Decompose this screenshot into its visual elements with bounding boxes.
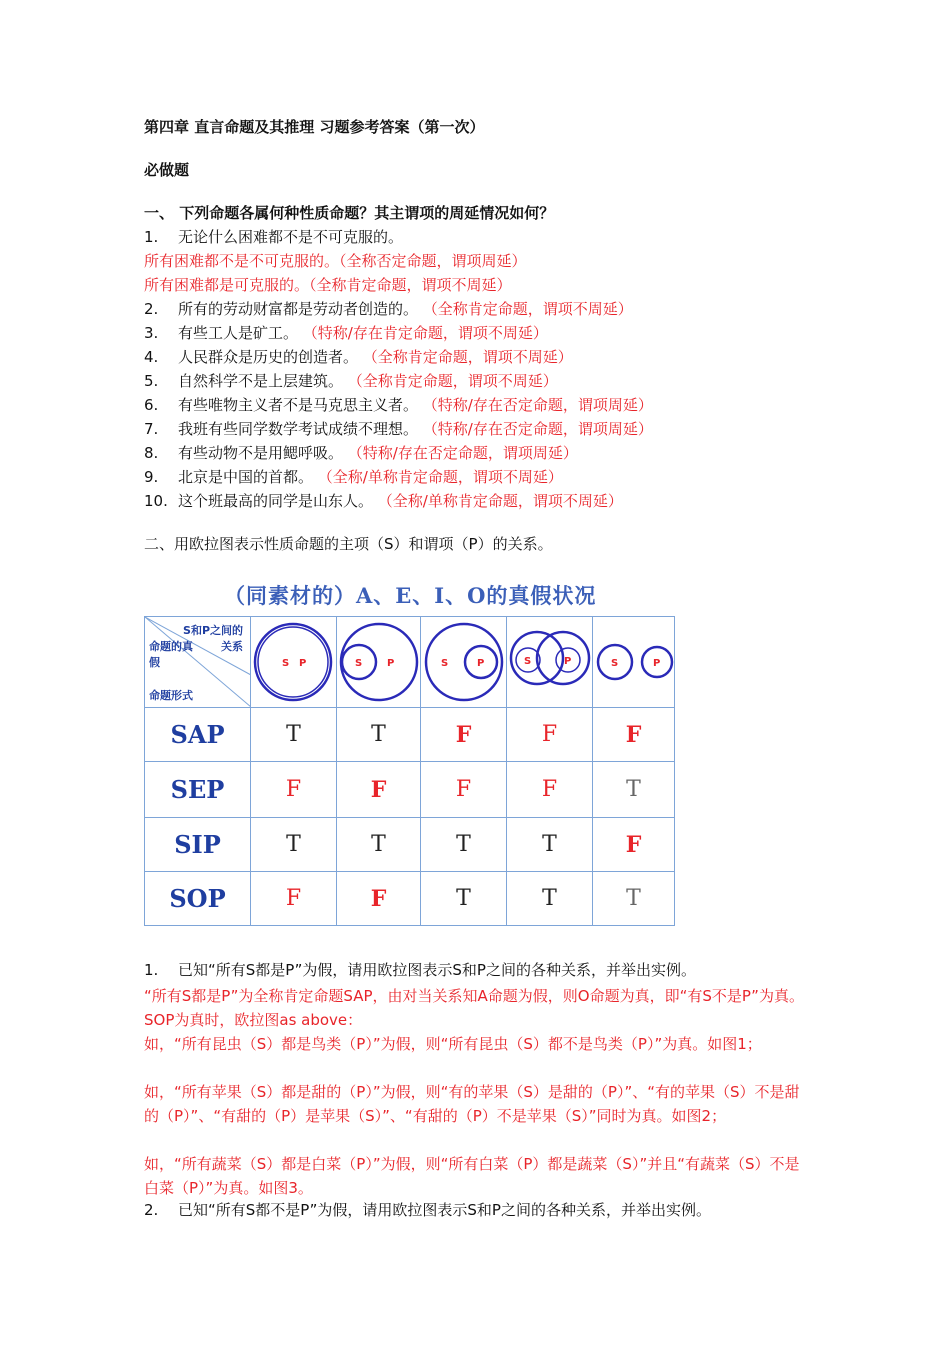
table-cell: T bbox=[421, 872, 507, 926]
question-number: 10. bbox=[144, 492, 168, 510]
question-text: 已知“所有S都不是P”为假，请用欧拉图表示S和P之间的各种关系，并举出实例。 bbox=[178, 1201, 711, 1219]
table-cell: F bbox=[251, 872, 337, 926]
euler-subset bbox=[337, 617, 421, 708]
question-4 bbox=[144, 347, 573, 367]
section1-heading: 一、 下列命题各属何种性质命题？其主谓项的周延情况如何？ bbox=[144, 204, 555, 222]
euler-superset bbox=[421, 617, 507, 708]
euler-diagram-1 bbox=[251, 618, 337, 706]
answer-1b: 所有困难都是可克服的。（全称肯定命题，谓项不周延） bbox=[144, 276, 512, 294]
label-p: P bbox=[387, 658, 395, 669]
question-number: 1. bbox=[144, 961, 159, 979]
question-1 bbox=[144, 227, 403, 247]
table-cell: F bbox=[421, 762, 507, 818]
table-cell: T bbox=[593, 872, 675, 926]
figure-title: （同素材的）A、E、I、O的真假状况 bbox=[224, 583, 597, 608]
table-row bbox=[145, 872, 675, 926]
question-number: 5. bbox=[144, 372, 159, 390]
part2-answer-4: 如，“所有蔬菜（S）都是白菜（P）”为假，则“所有白菜（P）都是蔬菜（S）”并且“有蔬菜（S）不是白菜（P）”为真。如图3。 bbox=[144, 1155, 800, 1197]
question-number: 3. bbox=[144, 324, 159, 342]
table-cell: F bbox=[507, 708, 593, 762]
label-p: P bbox=[299, 658, 307, 669]
label-s: S bbox=[282, 658, 290, 669]
question-answer: （全称肯定命题，谓项不周延） bbox=[362, 348, 573, 366]
question-9 bbox=[144, 467, 563, 487]
section2-heading: 二、用欧拉图表示性质命题的主项（S）和谓项（P）的关系。 bbox=[144, 535, 553, 553]
part2-answer-3: 如，“所有苹果（S）都是甜的（P）”为假，则“有的苹果（S）是甜的（P）”、“有的苹果（S）不是甜的（P）”、“有甜的（P）是苹果（S）”、“有甜的（P）不是苹果（S）”同时为真。如图2； bbox=[144, 1083, 800, 1125]
table-cell: T bbox=[251, 818, 337, 872]
table-cell: F bbox=[251, 762, 337, 818]
question-10 bbox=[144, 491, 623, 511]
table-cell: F bbox=[507, 762, 593, 818]
header-relation: S和P之间的关系 bbox=[183, 624, 243, 653]
table-cell: F bbox=[593, 708, 675, 762]
question-text: 自然科学不是上层建筑。 bbox=[178, 372, 344, 390]
euler-identity bbox=[251, 617, 337, 708]
document-title: 第四章 直言命题及其推理 习题参考答案（第一次） bbox=[144, 118, 485, 136]
part2-question-1 bbox=[144, 960, 696, 980]
label-p: P bbox=[653, 658, 661, 669]
euler-diagram-5 bbox=[593, 618, 675, 706]
question-text: 已知“所有S都是P”为假，请用欧拉图表示S和P之间的各种关系，并举出实例。 bbox=[178, 961, 696, 979]
question-number: 2. bbox=[144, 300, 159, 318]
answer-1a: 所有困难都不是不可克服的。（全称否定命题，谓项周延） bbox=[144, 252, 527, 270]
question-3 bbox=[144, 323, 548, 343]
question-text: 有些工人是矿工。 bbox=[178, 324, 299, 342]
euler-overlap bbox=[507, 617, 593, 708]
label-s: S bbox=[524, 656, 532, 667]
question-text: 有些唯物主义者不是马克思主义者。 bbox=[178, 396, 419, 414]
part2-answer-2: 如，“所有昆虫（S）都是鸟类（P）”为假，则“所有昆虫（S）都不是鸟类（P）”为真。如图1； bbox=[144, 1035, 762, 1053]
table-cell: T bbox=[507, 818, 593, 872]
question-answer: （全称/单称肯定命题，谓项不周延） bbox=[317, 468, 563, 486]
diagram-row bbox=[145, 617, 675, 708]
question-text: 人民群众是历史的创造者。 bbox=[178, 348, 359, 366]
question-answer: （全称肯定命题，谓项不周延） bbox=[347, 372, 558, 390]
row-form-sap: SAP bbox=[145, 708, 251, 762]
part2-question-2 bbox=[144, 1200, 711, 1220]
question-2 bbox=[144, 299, 633, 319]
question-number: 9. bbox=[144, 468, 159, 486]
question-answer: （特称/存在否定命题，谓项周延） bbox=[347, 444, 578, 462]
question-text: 北京是中国的首都。 bbox=[178, 468, 314, 486]
header-cell bbox=[145, 617, 251, 708]
label-s: S bbox=[611, 658, 619, 669]
question-number: 2. bbox=[144, 1201, 159, 1219]
question-answer: （特称/存在否定命题，谓项周延） bbox=[422, 420, 653, 438]
header-truth: 命题的真假 bbox=[149, 640, 193, 669]
question-number: 4. bbox=[144, 348, 159, 366]
truth-table bbox=[144, 616, 675, 926]
question-text: 有些动物不是用鳃呼吸。 bbox=[178, 444, 344, 462]
table-cell: T bbox=[251, 708, 337, 762]
question-8 bbox=[144, 443, 578, 463]
euler-truth-figure bbox=[144, 572, 676, 924]
label-p: P bbox=[477, 658, 485, 669]
euler-diagram-3 bbox=[421, 618, 507, 706]
table-row bbox=[145, 708, 675, 762]
question-text: 我班有些同学数学考试成绩不理想。 bbox=[178, 420, 419, 438]
row-form-sop: SOP bbox=[145, 872, 251, 926]
header-form: 命题形式 bbox=[149, 689, 193, 702]
part2-answer-1: “所有S都是P”为全称肯定命题SAP，由对当关系知A命题为假，则O命题为真，即“有S不是P”为真。SOP为真时，欧拉图as above： bbox=[144, 987, 804, 1029]
question-answer: （特称/存在肯定命题，谓项不周延） bbox=[302, 324, 548, 342]
question-text: 所有的劳动财富都是劳动者创造的。 bbox=[178, 300, 419, 318]
question-number: 1. bbox=[144, 228, 159, 246]
question-answer: （全称/单称肯定命题，谓项不周延） bbox=[377, 492, 623, 510]
table-row bbox=[145, 818, 675, 872]
label-s: S bbox=[441, 658, 449, 669]
question-text: 无论什么困难都不是不可克服的。 bbox=[178, 228, 404, 246]
table-cell: T bbox=[337, 708, 421, 762]
question-number: 8. bbox=[144, 444, 159, 462]
row-form-sip: SIP bbox=[145, 818, 251, 872]
table-cell: F bbox=[421, 708, 507, 762]
euler-disjoint bbox=[593, 617, 675, 708]
table-cell: F bbox=[337, 872, 421, 926]
row-form-sep: SEP bbox=[145, 762, 251, 818]
label-p: P bbox=[564, 656, 572, 667]
table-row bbox=[145, 762, 675, 818]
question-text: 这个班最高的同学是山东人。 bbox=[178, 492, 374, 510]
euler-diagram-2 bbox=[337, 618, 421, 706]
table-cell: T bbox=[337, 818, 421, 872]
question-6 bbox=[144, 395, 653, 415]
table-cell: F bbox=[593, 818, 675, 872]
subtitle: 必做题 bbox=[144, 161, 190, 179]
question-number: 6. bbox=[144, 396, 159, 414]
label-s: S bbox=[355, 658, 363, 669]
question-7 bbox=[144, 419, 653, 439]
table-cell: T bbox=[593, 762, 675, 818]
table-cell: T bbox=[507, 872, 593, 926]
question-answer: （特称/存在否定命题，谓项周延） bbox=[422, 396, 653, 414]
euler-diagram-4 bbox=[507, 618, 593, 706]
question-answer: （全称肯定命题，谓项不周延） bbox=[422, 300, 633, 318]
question-number: 7. bbox=[144, 420, 159, 438]
table-cell: T bbox=[421, 818, 507, 872]
question-5 bbox=[144, 371, 558, 391]
table-cell: F bbox=[337, 762, 421, 818]
